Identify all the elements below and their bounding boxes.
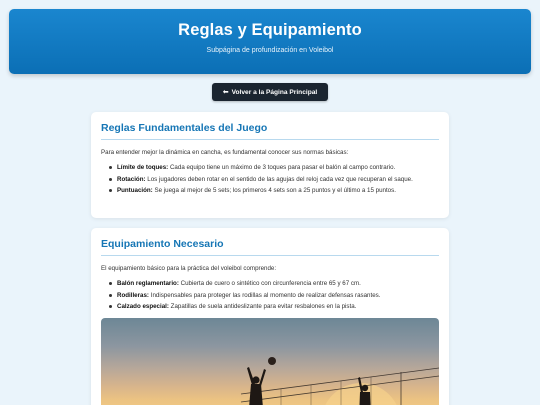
list-item bbox=[109, 163, 439, 172]
page-title: Reglas y Equipamiento bbox=[178, 21, 362, 39]
arrow-left-icon: ⬅ bbox=[222, 89, 229, 96]
volleyball-sunset-photo bbox=[101, 318, 439, 405]
back-button-label: Volver a la Página Principal bbox=[231, 88, 318, 96]
list-item-text: Indispensables para proteger las rodillas al momento de realizar defensas rasantes. bbox=[150, 291, 381, 299]
list-item-text: Los jugadores deben rotar en el sentido de las agujas del reloj cada vez que recuperan el saque. bbox=[147, 175, 413, 183]
rules-heading: Reglas Fundamentales del Juego bbox=[101, 122, 439, 140]
back-to-home-button[interactable] bbox=[212, 83, 328, 101]
list-item-text: Zapatillas de suela antideslizante para evitar resbalones en la pista. bbox=[170, 303, 357, 310]
rules-list bbox=[101, 163, 439, 195]
equipment-card bbox=[91, 228, 449, 405]
page-subtitle: Subpágina de profundización en Voleibol bbox=[206, 47, 334, 54]
list-item bbox=[109, 291, 439, 300]
list-item bbox=[109, 186, 439, 195]
list-item-text: Se juega al mejor de 5 sets; los primeros 4 sets son a 25 puntos y el último a 15 puntos. bbox=[154, 187, 396, 194]
rules-intro: Para entender mejor la dinámica en cancha, es fundamental conocer sus normas básicas: bbox=[101, 149, 349, 156]
equipment-list bbox=[101, 279, 439, 311]
equipment-heading: Equipamiento Necesario bbox=[101, 238, 439, 256]
equipment-intro: El equipamiento básico para la práctica del voleibol comprende: bbox=[101, 265, 277, 272]
list-item bbox=[109, 302, 439, 311]
list-item-term: Límite de toques: bbox=[117, 164, 169, 171]
list-item-text: Cubierta de cuero o sintético con circunferencia entre 65 y 67 cm. bbox=[180, 280, 361, 287]
photo-illustration bbox=[101, 318, 439, 405]
rules-card bbox=[91, 112, 449, 218]
list-item-term: Calzado especial: bbox=[117, 303, 169, 310]
list-item bbox=[109, 279, 439, 288]
list-item bbox=[109, 175, 439, 184]
list-item-term: Puntuación: bbox=[117, 187, 153, 194]
list-item-term: Rodilleras: bbox=[117, 291, 149, 299]
page-header bbox=[9, 9, 531, 74]
list-item-term: Rotación: bbox=[117, 175, 146, 183]
list-item-term: Balón reglamentario: bbox=[117, 280, 179, 287]
list-item-text: Cada equipo tiene un máximo de 3 toques para pasar el balón al campo contrario. bbox=[169, 164, 396, 171]
